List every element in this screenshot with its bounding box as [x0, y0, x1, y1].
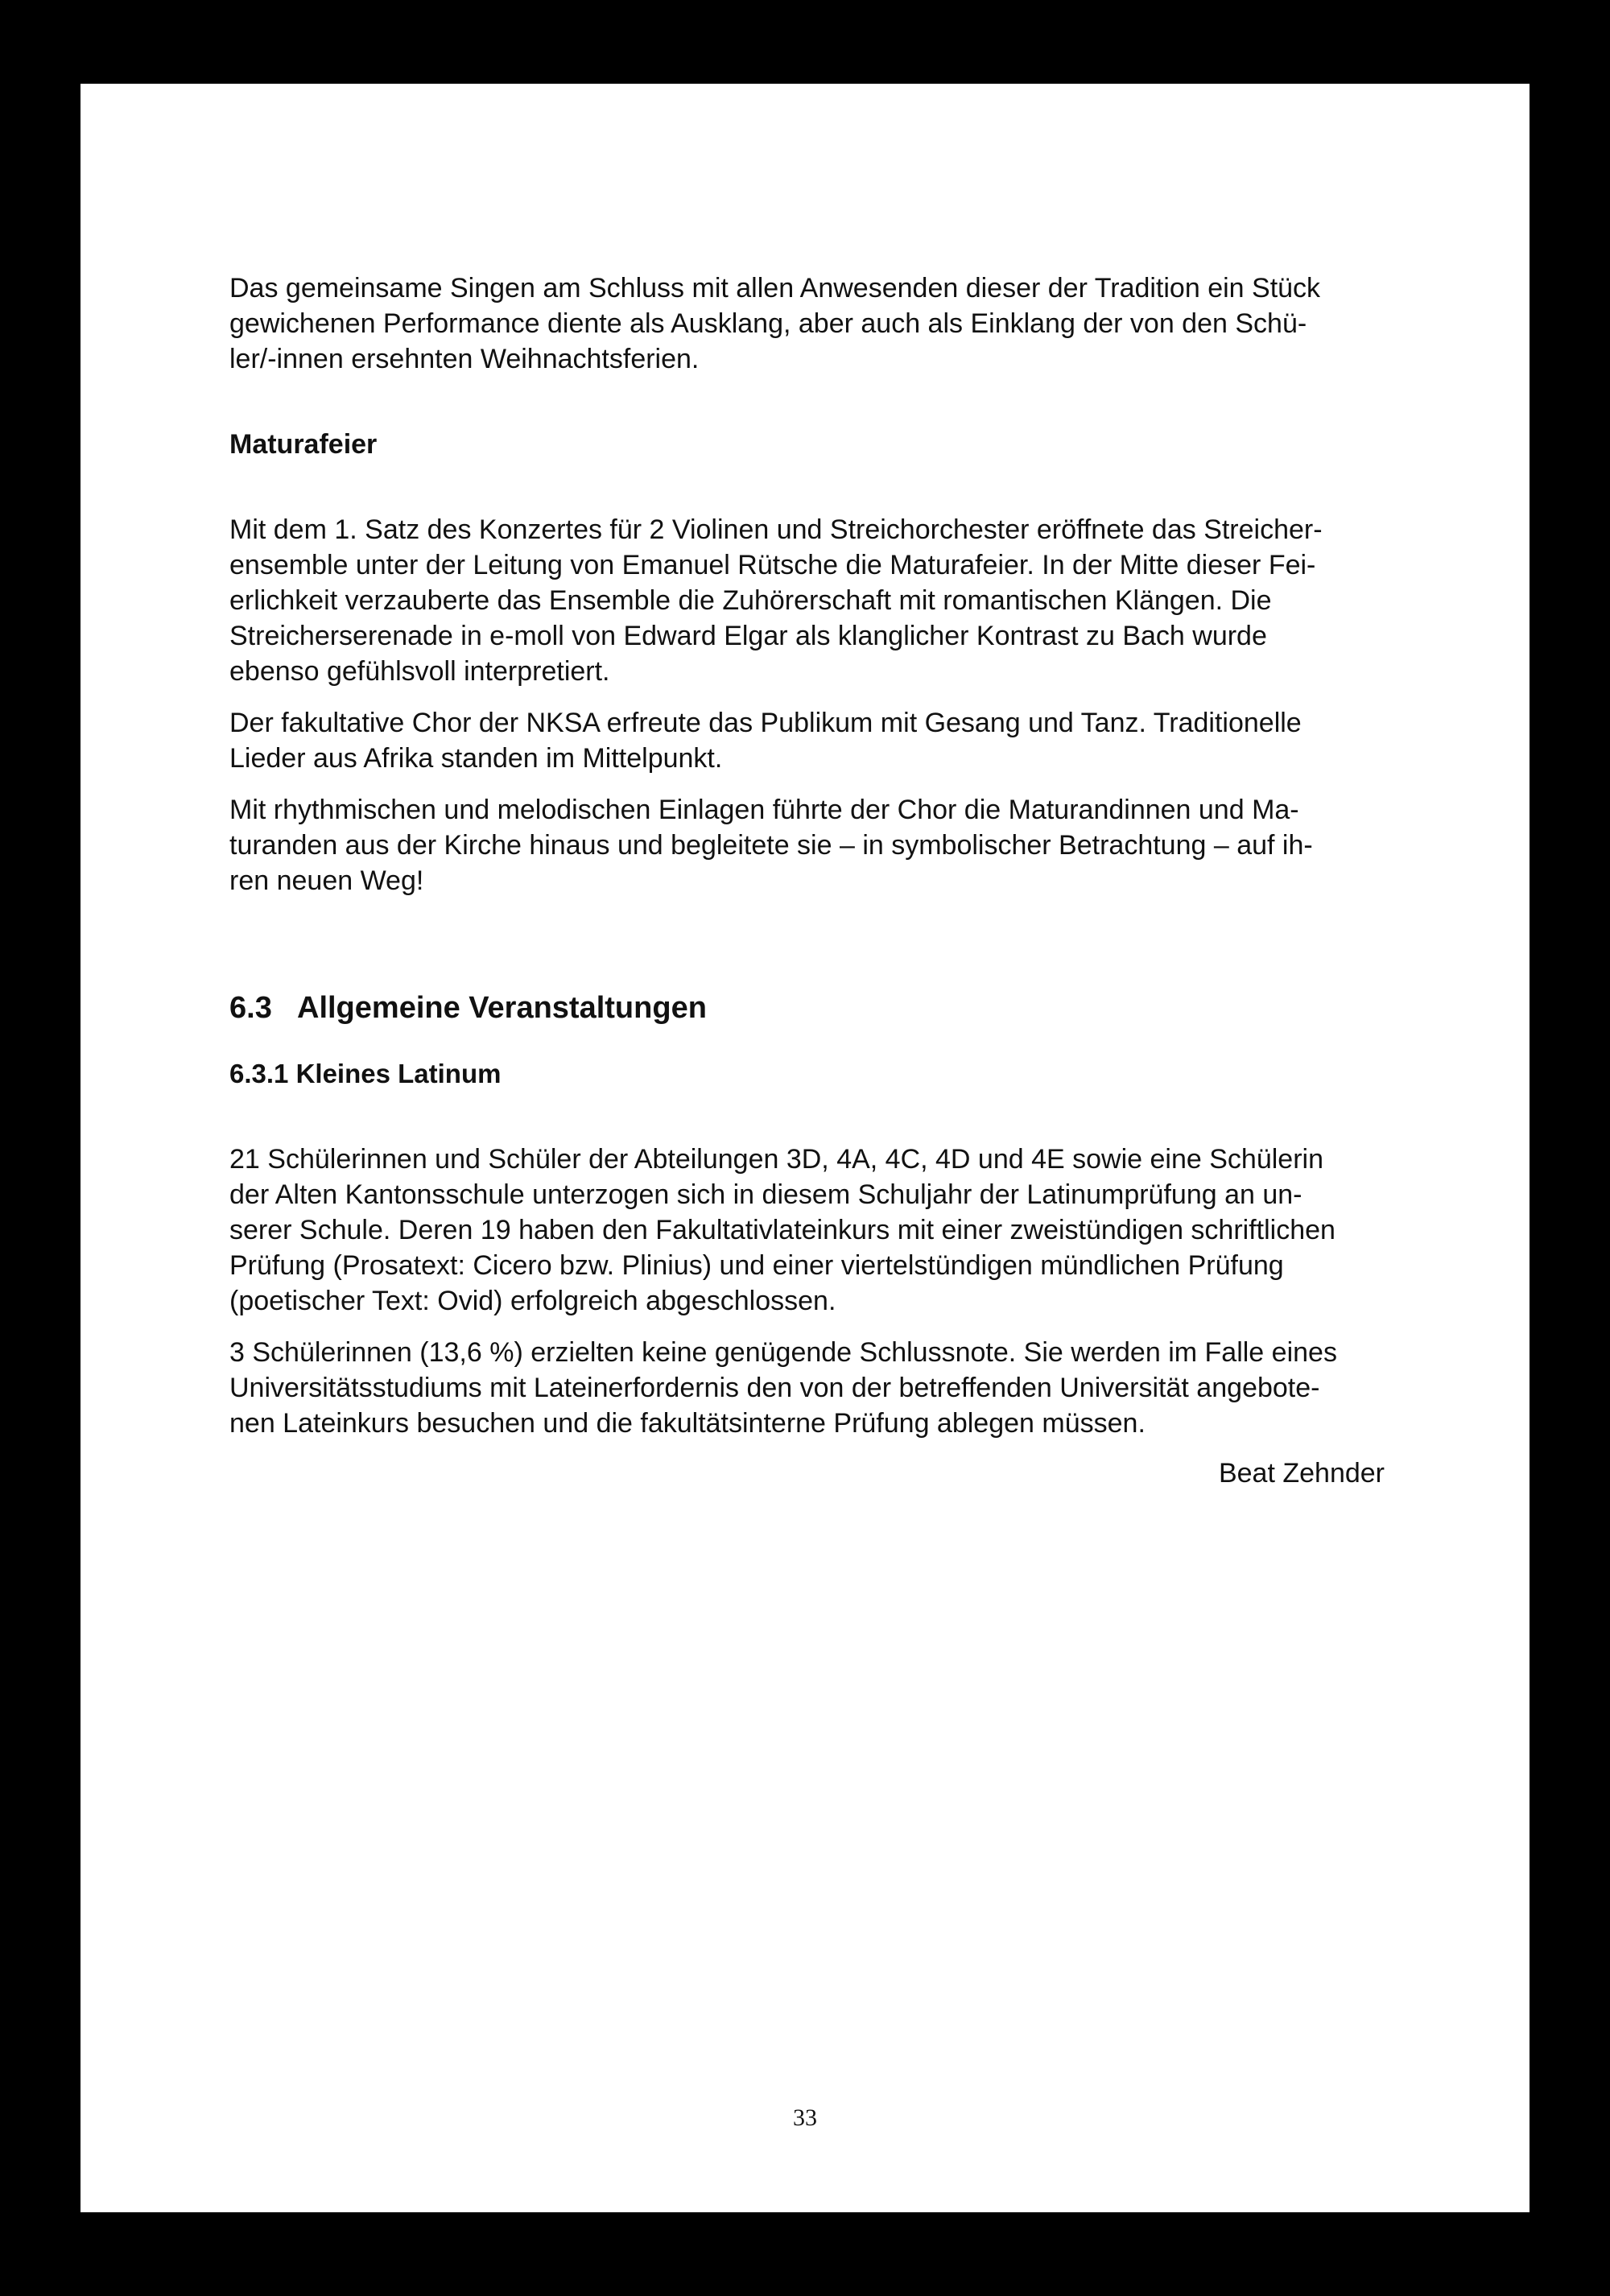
- latinum-paragraph-2: 3 Schülerinnen (13,6 %) erzielten keine genügende Schlussnote. Sie werden im Falle eines Universitätsstudiums mit Lateinerfordernis den von der betreffenden Universität angebote- nen Lateinkurs besuchen und die fakultätsinterne Prüfung ablegen müssen.: [229, 1337, 1337, 1439]
- intro-paragraph: Das gemeinsame Singen am Schluss mit allen Anwesenden dieser der Tradition ein Stück gewichenen Performance diente als Ausklang, aber auch als Einklang der von den Schü- ler/-innen ersehnten Weihnachtsferien.: [229, 273, 1321, 374]
- maturafeier-heading: Maturafeier: [229, 429, 378, 460]
- page-content: [229, 270, 1451, 1491]
- author-signature: Beat Zehnder: [1218, 1458, 1385, 1489]
- document-page: [80, 84, 1530, 2212]
- section-title: Allgemeine Veranstaltungen: [297, 991, 707, 1025]
- section-heading: [229, 989, 1451, 1027]
- section-number: 6.3: [229, 991, 272, 1025]
- maturafeier-paragraph-1: Mit dem 1. Satz des Konzertes für 2 Violinen und Streichorchester eröffnete das Streicher- ensemble unter der Leitung von Emanuel Rütsche die Maturafeier. In der Mitte dieser Fei- erlichkeit verzauberte das Ensemble die Zuhörerschaft mit romantischen Klängen. Die Streicherserenade in e-moll von Edward Elgar als klanglicher Kontrast zu Bach wurde ebenso gefühlsvoll interpretiert.: [229, 514, 1323, 687]
- maturafeier-paragraph-3: Mit rhythmischen und melodischen Einlagen führte der Chor die Maturandinnen und Ma- turanden aus der Kirche hinaus und begleitete sie – in symbolischer Betrachtung – auf ih- ren neuen Weg!: [229, 795, 1313, 896]
- page-number: 33: [793, 2104, 817, 2131]
- maturafeier-paragraph-2: Der fakultative Chor der NKSA erfreute das Publikum mit Gesang und Tanz. Traditionelle Lieder aus Afrika standen im Mittelpunkt.: [229, 708, 1302, 774]
- subsection-heading: 6.3.1 Kleines Latinum: [229, 1059, 502, 1088]
- latinum-paragraph-1: 21 Schülerinnen und Schüler der Abteilungen 3D, 4A, 4C, 4D und 4E sowie eine Schülerin der Alten Kantonsschule unterzogen sich in diesem Schuljahr der Latinumprüfung an un- serer Schule. Deren 19 haben den Fakultativlateinkurs mit einer zweistündigen schriftlichen Prüfung (Prosatext: Cicero bzw. Plinius) und einer viertelstündigen mündlichen Prüfung (poetischer Text: Ovid) erfolgreich abgeschlossen.: [229, 1144, 1335, 1316]
